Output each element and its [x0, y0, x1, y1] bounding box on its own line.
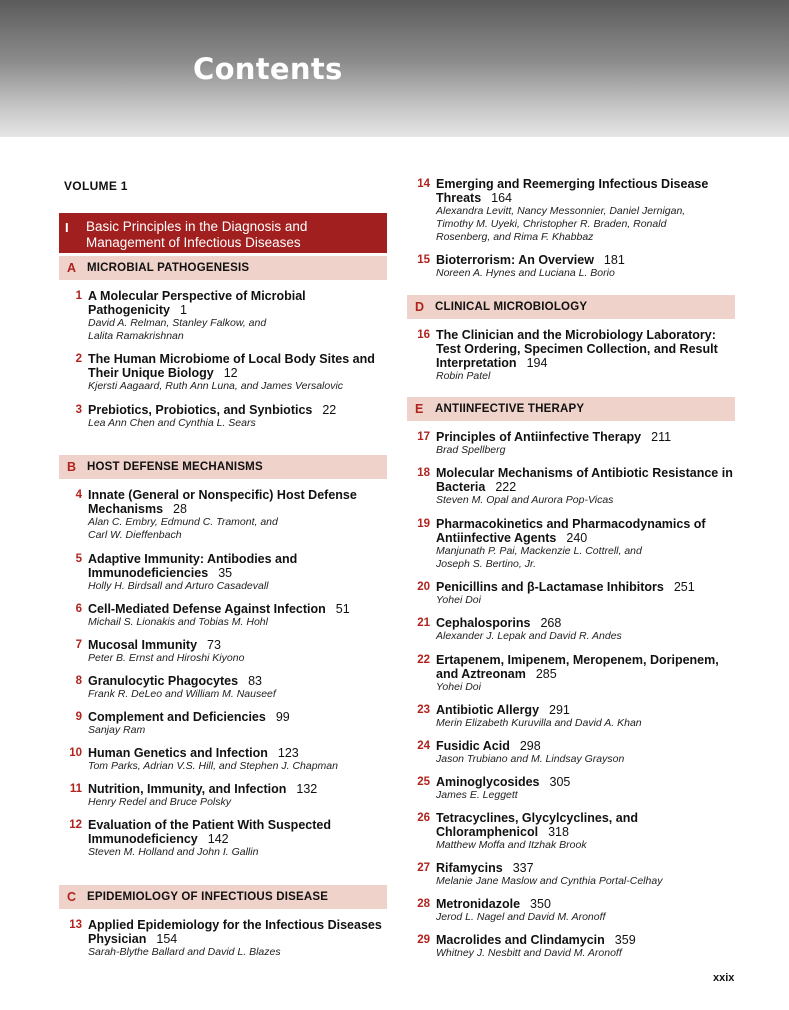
chapter-number: 23 — [417, 704, 430, 716]
chapter-page: 337 — [512, 861, 534, 875]
part-title: Basic Principles in the Diagnosis and Management of Infectious Diseases — [86, 219, 308, 250]
chapter-title-line — [88, 818, 358, 846]
chapter-entry[interactable] — [60, 918, 390, 959]
chapter-entry[interactable] — [60, 488, 390, 542]
part-header — [59, 213, 387, 253]
chapter-entry[interactable] — [60, 552, 390, 593]
section-header-b — [59, 455, 387, 479]
chapter-title: Adaptive Immunity: Antibodies and Immunodeficiencies — [88, 552, 298, 580]
chapter-page: 99 — [275, 710, 290, 724]
chapter-authors: Steven M. Holland and John I. Gallin — [88, 846, 259, 858]
chapter-title-line — [436, 933, 738, 947]
chapter-title: Cell-Mediated Defense Against Infection — [88, 602, 326, 616]
chapter-number: 9 — [75, 711, 82, 723]
chapter-title-line — [88, 289, 390, 317]
chapter-page: 318 — [548, 825, 569, 839]
chapter-entry[interactable] — [408, 177, 738, 244]
chapter-title: Emerging and Reemerging Infectious Disease Threats — [436, 177, 709, 205]
section-title: CLINICAL MICROBIOLOGY — [435, 301, 588, 313]
chapter-entry[interactable] — [60, 818, 390, 859]
chapter-authors: Henry Redel and Bruce Polsky — [88, 796, 231, 808]
chapter-number: 21 — [417, 617, 430, 629]
chapter-entry[interactable] — [408, 653, 738, 694]
chapter-page: 28 — [173, 502, 187, 516]
chapter-authors: Sanjay Ram — [88, 724, 146, 736]
chapter-entry[interactable] — [408, 703, 738, 730]
chapter-entry[interactable] — [60, 782, 390, 809]
chapter-page: 181 — [603, 253, 625, 267]
chapter-number: 29 — [417, 934, 430, 946]
section-title: MICROBIAL PATHOGENESIS — [87, 262, 250, 274]
chapter-title-line — [88, 352, 390, 380]
chapter-number: 14 — [417, 178, 430, 190]
chapter-title: Metronidazole — [436, 897, 521, 911]
chapter-title: Principles of Antiinfective Therapy — [436, 430, 642, 444]
chapter-title-line — [88, 674, 390, 688]
chapter-page: 83 — [248, 674, 262, 688]
chapter-page: 22 — [322, 403, 337, 417]
chapter-page: 240 — [566, 531, 588, 545]
section-title: HOST DEFENSE MECHANISMS — [87, 461, 263, 473]
chapter-number: 16 — [417, 329, 430, 341]
chapter-entry[interactable] — [60, 403, 390, 430]
chapter-title: Granulocytic Phagocytes — [88, 674, 239, 688]
chapter-title-line — [436, 739, 738, 753]
header-banner — [0, 0, 789, 137]
section-title: EPIDEMIOLOGY OF INFECTIOUS DISEASE — [87, 891, 329, 903]
chapter-authors: Jason Trubiano and M. Lindsay Grayson — [436, 753, 625, 765]
chapter-number: 18 — [417, 467, 430, 479]
chapter-title: Bioterrorism: An Overview — [436, 253, 594, 267]
chapter-title-line — [436, 466, 738, 494]
chapter-title: Innate (General or Nonspecific) Host Defense Mechanisms — [88, 488, 357, 516]
chapter-entry[interactable] — [60, 674, 390, 701]
chapter-entry[interactable] — [408, 811, 738, 852]
chapter-number: 27 — [417, 862, 430, 874]
chapter-authors: Kjersti Aagaard, Ruth Ann Luna, and James Versalovic — [88, 380, 344, 392]
chapter-entry[interactable] — [60, 746, 390, 773]
section-letter: A — [67, 261, 77, 275]
chapter-entry[interactable] — [408, 861, 738, 888]
chapter-title: Applied Epidemiology for the Infectious Diseases Physician — [88, 918, 382, 946]
chapter-page: 305 — [549, 775, 571, 789]
chapter-title: Complement and Deficiencies — [88, 710, 266, 724]
chapter-entry[interactable] — [60, 710, 390, 737]
chapter-entry[interactable] — [408, 430, 738, 457]
chapter-page: 285 — [535, 667, 557, 681]
chapter-entry[interactable] — [60, 289, 390, 343]
chapter-authors: Michail S. Lionakis and Tobias M. Hohl — [88, 616, 268, 628]
section-title: ANTIINFECTIVE THERAPY — [435, 403, 585, 415]
chapter-authors: Alexandra Levitt, Nancy Messonnier, Daniel Jernigan, Timothy M. Uyeki, Christopher R. Braden, Ronald Rosenberg, and Rima F. Khabbaz — [436, 205, 686, 243]
chapter-authors: Manjunath P. Pai, Mackenzie L. Cottrell, and Joseph S. Bertino, Jr. — [436, 545, 642, 570]
section-header-c — [59, 885, 387, 909]
chapter-page: 222 — [495, 480, 517, 494]
chapter-title: Fusidic Acid — [436, 739, 510, 753]
chapter-title-line — [88, 602, 390, 616]
chapter-title: Tetracyclines, Glycylcyclines, and Chloramphenicol — [436, 811, 638, 839]
chapter-title-line — [436, 653, 738, 681]
section-header-d — [407, 295, 735, 319]
chapter-page: 73 — [207, 638, 221, 652]
chapter-page: 123 — [277, 746, 299, 760]
chapter-authors: Sarah-Blythe Ballard and David L. Blazes — [88, 946, 281, 958]
section-letter: C — [67, 890, 77, 904]
chapter-page: 291 — [549, 703, 570, 717]
chapter-title-line — [88, 638, 390, 652]
chapter-title: Cephalosporins — [436, 616, 531, 630]
chapter-authors: Yohei Doi — [436, 681, 481, 693]
chapter-title: Pharmacokinetics and Pharmacodynamics of Antiinfective Agents — [436, 517, 706, 545]
chapter-number: 24 — [417, 740, 430, 752]
chapter-title-line — [88, 746, 390, 760]
chapter-title: The Human Microbiome of Local Body Sites and Their Unique Biology — [88, 352, 375, 380]
chapter-title-line — [436, 430, 738, 444]
chapter-title: The Clinician and the Microbiology Laboratory: Test Ordering, Specimen Collection, and Result Interpretation — [436, 328, 718, 370]
chapter-title-line — [436, 517, 738, 545]
chapter-title-line — [436, 253, 738, 267]
chapter-title: Rifamycins — [436, 861, 503, 875]
chapter-title: Ertapenem, Imipenem, Meropenem, Doripenem, and Aztreonam — [436, 653, 719, 681]
chapter-authors: James E. Leggett — [436, 789, 518, 801]
chapter-title-line — [88, 488, 390, 516]
chapter-title-line — [436, 775, 738, 789]
page-number: xxix — [713, 972, 735, 984]
chapter-title-line — [88, 552, 318, 580]
chapter-authors: Lea Ann Chen and Cynthia L. Sears — [88, 417, 256, 429]
chapter-authors: Matthew Moffa and Itzhak Brook — [436, 839, 587, 851]
chapter-entry[interactable] — [60, 352, 390, 393]
chapter-authors: Frank R. DeLeo and William M. Nauseef — [88, 688, 276, 700]
chapter-authors: Whitney J. Nesbitt and David M. Aronoff — [436, 947, 622, 959]
chapter-page: 251 — [673, 580, 695, 594]
chapter-authors: Merin Elizabeth Kuruvilla and David A. Khan — [436, 717, 642, 729]
chapter-title: Macrolides and Clindamycin — [436, 933, 605, 947]
chapter-number: 6 — [75, 603, 82, 615]
chapter-title-line — [88, 782, 390, 796]
chapter-number: 20 — [417, 581, 430, 593]
chapter-title: Aminoglycosides — [436, 775, 540, 789]
section-letter: B — [67, 460, 77, 474]
chapter-number: 28 — [417, 898, 430, 910]
chapter-page: 298 — [519, 739, 541, 753]
chapter-entry[interactable] — [408, 253, 738, 280]
chapter-number: 4 — [75, 489, 82, 501]
chapter-title-line — [436, 811, 656, 839]
chapter-entry[interactable] — [408, 739, 738, 766]
chapter-authors: Alexander J. Lepak and David R. Andes — [436, 630, 622, 642]
chapter-title: Human Genetics and Infection — [88, 746, 268, 760]
chapter-title: Penicillins and β-Lactamase Inhibitors — [436, 580, 664, 594]
chapter-title-line — [436, 580, 738, 594]
chapter-authors: David A. Relman, Stanley Falkow, and Lalita Ramakrishnan — [88, 317, 267, 342]
volume-label: VOLUME 1 — [64, 179, 128, 193]
chapter-entry[interactable] — [408, 466, 738, 507]
chapter-number: 1 — [75, 290, 82, 302]
chapter-entry[interactable] — [408, 933, 738, 960]
chapter-title-line — [436, 897, 738, 911]
chapter-title-line — [436, 328, 738, 370]
chapter-authors: Robin Patel — [436, 370, 491, 382]
chapter-number: 26 — [417, 812, 430, 824]
chapter-title-line — [436, 861, 738, 875]
chapter-authors: Holly H. Birdsall and Arturo Casadevall — [88, 580, 269, 592]
chapter-title-line — [436, 177, 738, 205]
chapter-number: 5 — [75, 553, 82, 565]
chapter-title: Nutrition, Immunity, and Infection — [88, 782, 287, 796]
chapter-page: 142 — [207, 832, 229, 846]
chapter-page: 12 — [223, 366, 238, 380]
chapter-authors: Yohei Doi — [436, 594, 481, 606]
chapter-page: 211 — [651, 430, 672, 444]
chapter-entry[interactable] — [408, 775, 738, 802]
chapter-page: 154 — [156, 932, 178, 946]
chapter-number: 3 — [75, 404, 82, 416]
chapter-page: 35 — [218, 566, 233, 580]
chapter-number: 25 — [417, 776, 430, 788]
part-label: I — [65, 220, 69, 235]
chapter-page: 350 — [530, 897, 551, 911]
section-letter: E — [415, 402, 424, 416]
chapter-number: 15 — [417, 254, 430, 266]
chapter-number: 19 — [417, 518, 430, 530]
chapter-authors: Jerod L. Nagel and David M. Aronoff — [436, 911, 606, 923]
page-title: Contents — [193, 52, 343, 86]
chapter-authors: Tom Parks, Adrian V.S. Hill, and Stephen J. Chapman — [88, 760, 338, 772]
chapter-entry[interactable] — [408, 517, 738, 571]
chapter-authors: Brad Spellberg — [436, 444, 506, 456]
chapter-entry[interactable] — [408, 897, 738, 924]
chapter-title-line — [88, 918, 390, 946]
chapter-page: 1 — [179, 303, 187, 317]
chapter-title-line — [436, 703, 738, 717]
chapter-authors: Steven M. Opal and Aurora Pop-Vicas — [436, 494, 614, 506]
chapter-number: 11 — [69, 783, 82, 795]
chapter-number: 12 — [69, 819, 82, 831]
chapter-authors: Peter B. Ernst and Hiroshi Kiyono — [88, 652, 245, 664]
chapter-authors: Melanie Jane Maslow and Cynthia Portal-Celhay — [436, 875, 663, 887]
chapter-entry[interactable] — [408, 580, 738, 607]
section-letter: D — [415, 300, 425, 314]
chapter-number: 17 — [417, 431, 430, 443]
chapter-number: 22 — [417, 654, 430, 666]
chapter-title: Mucosal Immunity — [88, 638, 198, 652]
chapter-number: 2 — [75, 353, 82, 365]
chapter-entry[interactable] — [60, 638, 390, 665]
chapter-page: 359 — [614, 933, 636, 947]
chapter-page: 132 — [296, 782, 318, 796]
chapter-title-line — [436, 616, 738, 630]
chapter-authors: Alan C. Embry, Edmund C. Tramont, and Carl W. Dieffenbach — [88, 516, 278, 541]
chapter-page: 194 — [526, 356, 548, 370]
chapter-title-line — [88, 403, 390, 417]
chapter-title: Antibiotic Allergy — [436, 703, 540, 717]
chapter-title: A Molecular Perspective of Microbial Pathogenicity — [88, 289, 306, 317]
section-header-a — [59, 256, 387, 280]
chapter-number: 7 — [75, 639, 82, 651]
chapter-page: 164 — [491, 191, 513, 205]
chapter-title: Prebiotics, Probiotics, and Synbiotics — [88, 403, 313, 417]
chapter-entry[interactable] — [408, 616, 738, 643]
chapter-number: 13 — [69, 919, 82, 931]
chapter-page: 268 — [540, 616, 562, 630]
chapter-title: Molecular Mechanisms of Antibiotic Resistance in Bacteria — [436, 466, 733, 494]
chapter-title: Evaluation of the Patient With Suspected Immunodeficiency — [88, 818, 331, 846]
chapter-number: 8 — [75, 675, 82, 687]
chapter-number: 10 — [69, 747, 82, 759]
chapter-entry[interactable] — [408, 328, 738, 383]
chapter-entry[interactable] — [60, 602, 390, 629]
chapter-page: 51 — [335, 602, 350, 616]
chapter-authors: Noreen A. Hynes and Luciana L. Borio — [436, 267, 615, 279]
chapter-title-line — [88, 710, 390, 724]
section-header-e — [407, 397, 735, 421]
